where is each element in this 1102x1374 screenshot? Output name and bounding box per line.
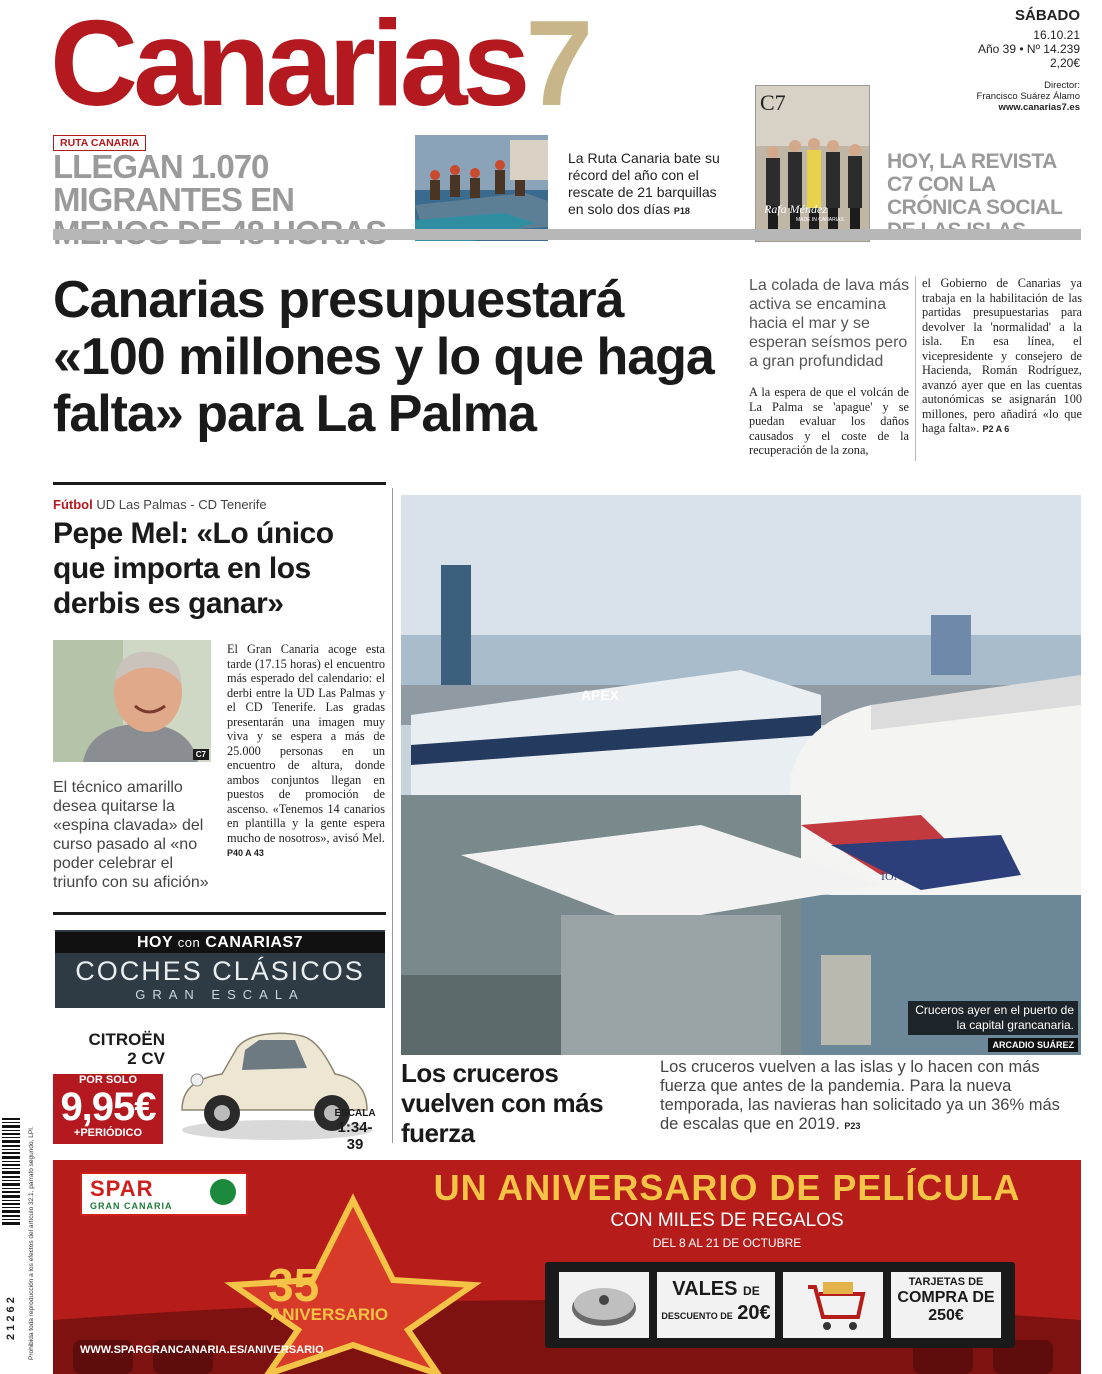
promo-title: COCHES CLÁSICOS [75, 956, 365, 986]
magazine-name: C7 [760, 90, 786, 115]
vales-block [657, 1278, 775, 1324]
ad-subtitle: CON MILES DE REGALOS [610, 1210, 844, 1231]
photo-credit: C7 [193, 749, 209, 760]
card-label: TARJETAS DE [908, 1276, 984, 1288]
main-deck: La colada de lava más activa se encamina hacia el mar y se esperan seísmos pero a gran profundidad [749, 277, 910, 370]
newspaper-logo[interactable] [50, 0, 589, 131]
issue-date: 16.10.21 [1033, 28, 1080, 42]
migrants-boat-image [415, 135, 548, 241]
main-headline[interactable]: Canarias presupuestará «100 millones y lo que haga falta» para La Palma [53, 271, 714, 443]
magazine-cover-name: Rafa Méndez [764, 202, 827, 216]
card-text: COMPRA DE [897, 1289, 995, 1306]
sports-top-rule [53, 482, 386, 485]
scale-label: ESCALA [334, 1108, 376, 1119]
sports-body [227, 642, 385, 861]
issue-meta [977, 6, 1080, 114]
barcode-icon [2, 1118, 20, 1228]
website-link[interactable]: www.canarias7.es [998, 102, 1080, 113]
sports-deck: El técnico amarillo desea quitarse la «espina clavada» del curso pasado al «no poder celebrar el triunfo con su afición» [53, 779, 209, 891]
magazine-headline[interactable]: HOY, LA REVISTA C7 CON LA CRÓNICA SOCIAL [887, 150, 1063, 219]
cruise-photo[interactable] [401, 495, 1081, 1055]
logo-number: 7 [525, 0, 589, 131]
card-amount: 250€ [928, 1307, 964, 1324]
film-frame-card [891, 1272, 1001, 1338]
port-cruise-image [401, 495, 1081, 1055]
price-value: 9,95€ [60, 1085, 156, 1129]
ad-dates: DEL 8 AL 21 DE OCTUBRE [652, 1236, 802, 1250]
vales-amount: 20€ [737, 1302, 771, 1324]
photo-credit: ARCADIO SUÁREZ [988, 1038, 1078, 1052]
magazine-cover-sub: MADE IN CANARIAS [796, 217, 844, 223]
promo-with: con [177, 935, 201, 950]
sports-page-ref[interactable]: P40 A 43 [227, 848, 264, 858]
migrants-photo[interactable] [415, 135, 548, 241]
promo-top-rule [53, 912, 386, 915]
ad-title: UN ANIVERSARIO DE PELÍCULA [433, 1167, 1021, 1208]
issue-number: Año 39 • Nº 14.239 [978, 42, 1080, 56]
main-body-col2 [922, 276, 1082, 437]
logo-word: Canarias [50, 0, 526, 131]
film-frame-vales [657, 1272, 775, 1338]
vales-de: DE [743, 1284, 760, 1298]
cruise-summary-text: Los cruceros vuelven a las islas y lo hacen con más fuerza que antes de la pandemia. Para la nueva temporada, las navieras han solicitado ya un 36% más de escalas que en 2019. [660, 1058, 1060, 1133]
cruise-summary [660, 1058, 1082, 1136]
shopping-cart-icon [783, 1272, 883, 1338]
coach-portrait-image [53, 640, 211, 762]
anniversary-number: 35 [268, 1259, 320, 1311]
classic-cars-promo[interactable] [55, 930, 385, 1008]
card-block [891, 1276, 1001, 1325]
route-summary [568, 150, 733, 220]
ship-label-apex: APEX [581, 687, 620, 703]
spar-brand: SPAR [90, 1176, 154, 1201]
sports-body-text: El Gran Canaria acoge esta tarde (17.15 horas) el encuentro más esperado del calendario: el derbi entre la UD Las Palmas y el CD Tenerife. Las gradas presentarán una imagen muy viva y se espera a más de 25.000 personas en un encuentro de altura, donde ambos conjuntos llegan en puestos de promoción de ascenso. «Tenemos 14 canarios en plantilla y la gente espera mucho de nosotros», avisó Mel. [227, 642, 385, 845]
spar-logo[interactable] [80, 1172, 248, 1216]
film-strip [545, 1262, 1015, 1348]
spar-brand-sub: GRAN CANARIA [90, 1201, 173, 1211]
photo-caption: Cruceros ayer en el puerto de la capital grancanaria. [908, 1001, 1078, 1035]
promo-brand: CANARIAS7 [205, 934, 304, 951]
magazine-cover[interactable] [755, 85, 870, 242]
director-label: Director: [1044, 80, 1080, 91]
price-badge[interactable] [53, 1074, 163, 1144]
barcode [2, 1118, 20, 1228]
main-page-ref[interactable]: P2 A 6 [982, 424, 1010, 434]
ad-url[interactable]: WWW.SPARGRANCANARIA.ES/ANIVERSARIO [80, 1344, 324, 1356]
issue-price: 2,20€ [1049, 56, 1080, 70]
sports-headline[interactable]: Pepe Mel: «Lo único que importa en los derbis es ganar» [53, 517, 334, 620]
issue-day: SÁBADO [1014, 7, 1080, 24]
section-tag: RUTA CANARIA [53, 135, 146, 151]
section-divider [53, 229, 1081, 240]
coach-photo[interactable] [53, 640, 211, 762]
director-name: Francisco Suárez Álamo [976, 91, 1080, 102]
promo-today: HOY [136, 934, 173, 951]
film-frame-cart [783, 1272, 883, 1338]
sports-teams: UD Las Palmas - CD Tenerife [96, 497, 267, 512]
spar-tree-icon [210, 1179, 236, 1205]
route-summary-text: La Ruta Canaria bate su récord del año con el rescate de 21 barquillas en solo dos días [568, 150, 720, 217]
anniversary-word: ANIVERSARIO [270, 1305, 389, 1324]
film-frame-robot [559, 1272, 649, 1338]
main-body-col2-text: el Gobierno de Canarias ya trabaja en la habilitación de las partidas presupuestarias para devolver la 'normalidad' a la isla. En esa línea, el vicepresidente y consejero de Hacienda, Román Rodríguez, avanzó ayer que en las cuentas autonómicas se asignarán 100 millones, pero añadirá «lo que haga falta». [922, 276, 1082, 435]
scale-info [330, 1108, 380, 1153]
route-headline[interactable]: LLEGAN 1.070 MIGRANTES EN [53, 148, 295, 218]
price-plus: +PERIÓDICO [73, 1127, 143, 1139]
price-label: POR SOLO [78, 1074, 138, 1086]
promo-subtitle: GRAN ESCALA [135, 987, 305, 1002]
vales-discount: DESCUENTO DE [661, 1311, 733, 1321]
sports-kicker [53, 497, 267, 512]
robot-vacuum-icon [559, 1272, 649, 1338]
main-body-col1: A la espera de que el volcán de La Palma se 'apague' y se puedan evaluar los daños causados y el coste de la recuperación de la zona, [749, 385, 909, 457]
route-page-ref[interactable]: P18 [673, 206, 690, 216]
ship-label-iona: IONA [881, 869, 911, 883]
column-divider [915, 276, 916, 461]
car-name [75, 1030, 165, 1068]
issn-digits: 2 1 2 6 2 [5, 1297, 17, 1340]
vales-label: VALES [672, 1278, 738, 1300]
scale-value: 1:34-39 [337, 1119, 373, 1153]
car-brand: CITROËN [88, 1030, 165, 1049]
promo-banner [55, 932, 385, 953]
cruise-headline[interactable]: Los cruceros vuelven con más fuerza [401, 1058, 604, 1148]
car-model: 2 CV [127, 1049, 165, 1068]
sports-section: Fútbol [53, 497, 93, 512]
cruise-page-ref[interactable]: P23 [844, 1121, 861, 1131]
legal-notice: Prohibida toda reproducción a los efectos del artículo 32.1, párrafo segundo, LPI. [28, 1126, 35, 1360]
vertical-divider [392, 488, 393, 1143]
